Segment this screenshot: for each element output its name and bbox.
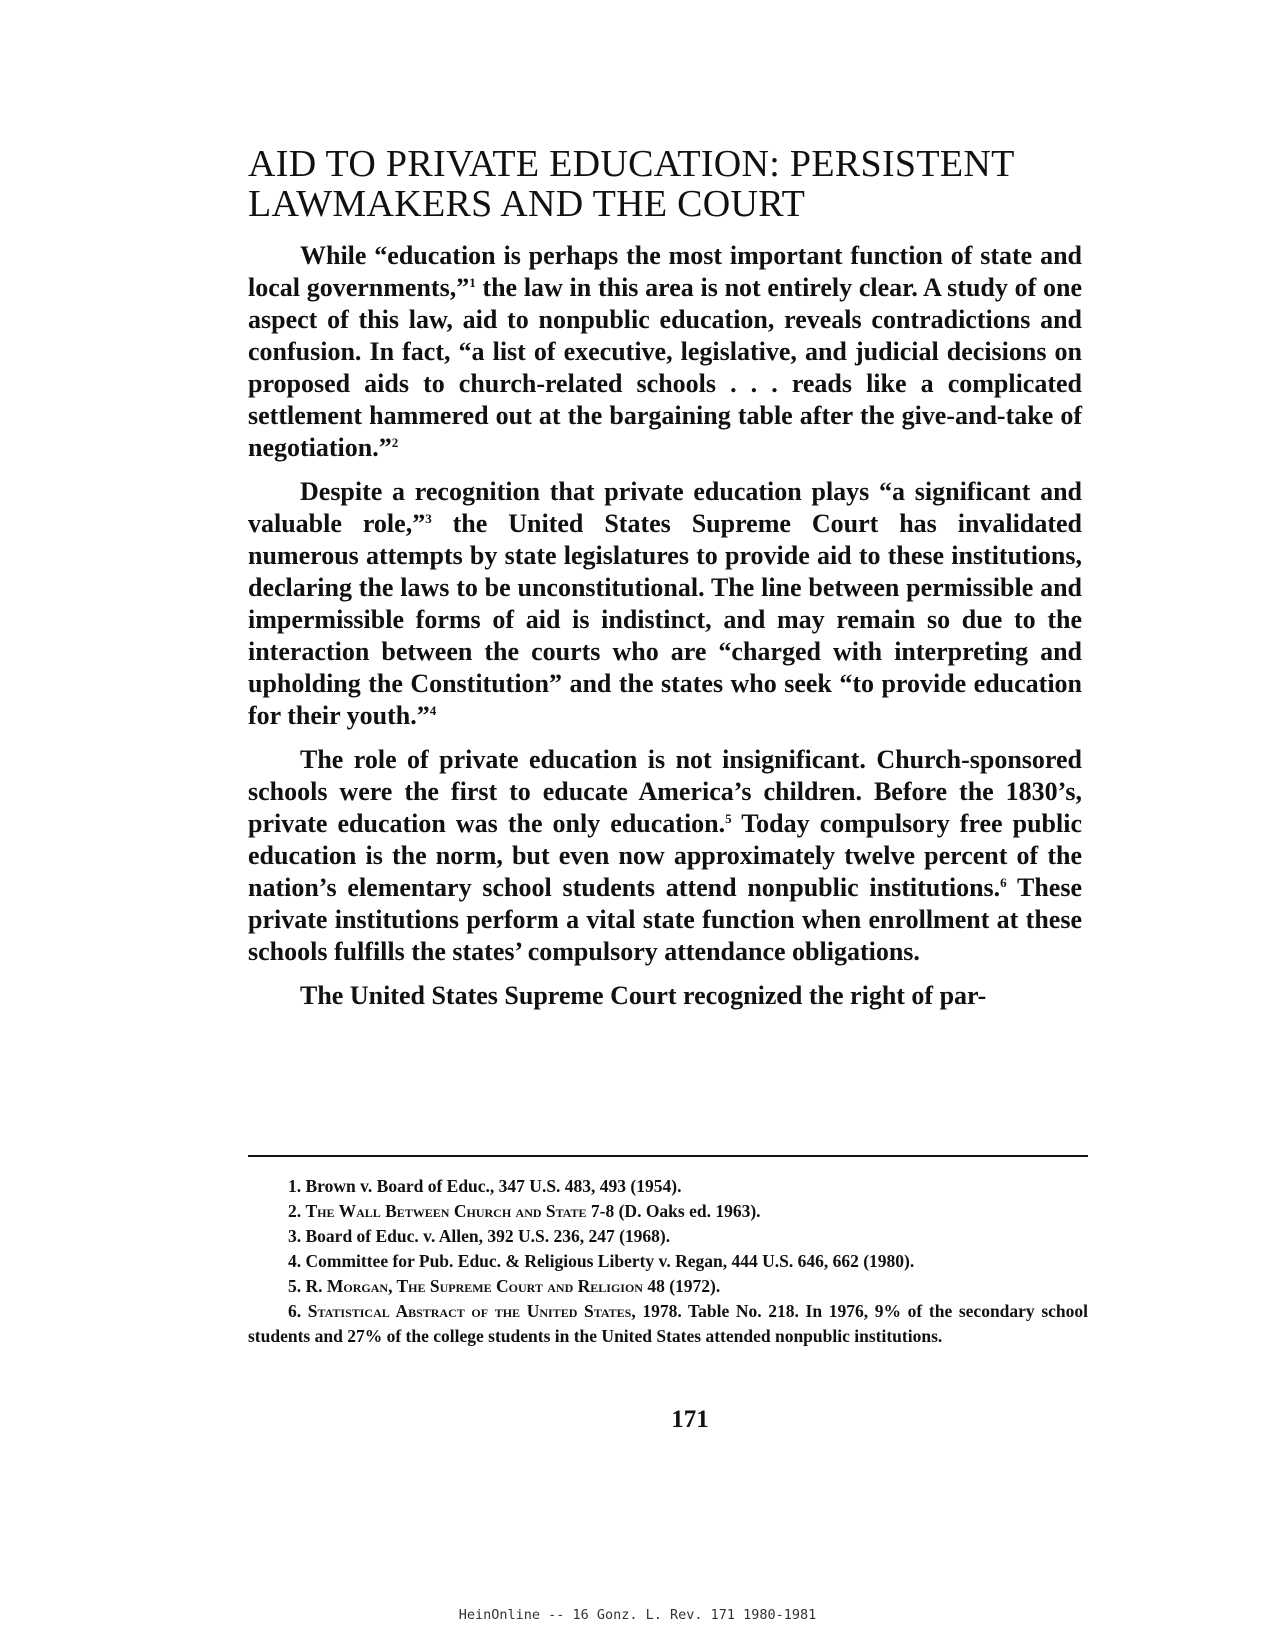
footnote-divider xyxy=(248,1155,1088,1157)
text-segment: 3. Board of Educ. v. Allen, 392 U.S. 236, 247 (1968). xyxy=(288,1226,671,1246)
body-paragraph xyxy=(248,240,1082,464)
body-paragraph xyxy=(248,476,1082,732)
text-segment: 5. xyxy=(288,1276,306,1296)
text-segment: 7-8 (D. Oaks ed. 1963). xyxy=(586,1201,761,1221)
text-segment: While “education is perhaps the most important function of state and local governments,” xyxy=(248,241,1082,302)
footnote xyxy=(248,1199,1088,1224)
footnote-ref: 2 xyxy=(391,435,399,450)
body-paragraph xyxy=(248,980,1082,1012)
text-segment: These private institutions perform a vital state function when enrollment at these schools fulfills the states’ compulsory attendance obligations. xyxy=(248,873,1082,966)
footnote-ref: 4 xyxy=(429,703,437,718)
text-segment: 48 (1972). xyxy=(642,1276,721,1296)
footnote xyxy=(248,1274,1088,1299)
article-body xyxy=(248,240,1082,1024)
footnote xyxy=(248,1299,1088,1349)
article-title: AID TO PRIVATE EDUCATION: PERSISTENT LAWMAKERS AND THE COURT xyxy=(248,143,1014,225)
text-segment: Despite a recognition that private education plays “a significant and valuable role,” xyxy=(248,477,1082,538)
footnote-ref: 3 xyxy=(425,511,432,526)
footnote-ref: 1 xyxy=(469,275,476,290)
body-paragraph xyxy=(248,744,1082,968)
small-caps-citation: The Wall Between Church and State xyxy=(305,1201,587,1221)
footnote xyxy=(248,1249,1088,1274)
text-segment: 6. xyxy=(288,1301,308,1321)
text-segment: the United States Supreme Court has invalidated numerous attempts by state legislatures to provide aid to these institutions, declaring the laws to be unconstitutional. The line between permissible and impermissible forms of aid is indistinct, and may remain so due to the interaction between the courts who are “charged with interpreting and upholding the Constitution” and the states who seek “to provide education for their youth.” xyxy=(248,509,1082,730)
text-segment: The role of private education is not insignificant. Church-sponsored schools were the first to educate America’s children. Before the 1830’s, private education was the only education. xyxy=(248,745,1082,838)
small-caps-citation: R. Morgan, The Supreme Court and Religion xyxy=(305,1276,643,1296)
footnote xyxy=(248,1224,1088,1249)
footnote-ref: 5 xyxy=(725,811,732,826)
text-segment: 4. Committee for Pub. Educ. & Religious Liberty v. Regan, 444 U.S. 646, 662 (1980). xyxy=(288,1251,915,1271)
text-segment: , 1978. Table No. 218. In 1976, 9% of the secondary school students and 27% of the college students in the United States attended nonpublic institutions. xyxy=(248,1301,1089,1346)
footnote xyxy=(248,1174,1088,1199)
text-segment: the law in this area is not entirely clear. A study of one aspect of this law, aid to nonpublic education, reveals contradictions and confusion. In fact, “a list of executive, legislative, and judicial decisions on proposed aids to church-related schools . . . reads like a complicated settlement hammered out at the bargaining table after the give-and-take of negotiation.” xyxy=(248,273,1082,462)
text-segment: 1. Brown v. Board of Educ., 347 U.S. 483, 493 (1954). xyxy=(288,1176,682,1196)
text-segment: The United States Supreme Court recognized the right of par- xyxy=(300,981,987,1010)
small-caps-citation: Statistical Abstract of the United States xyxy=(307,1301,632,1321)
text-segment: Today compulsory free public education is the norm, but even now approximately twelve percent of the nation’s elementary school students attend nonpublic institutions. xyxy=(248,809,1082,902)
footnote-ref: 6 xyxy=(1000,875,1007,890)
page-number: 171 xyxy=(671,1406,709,1433)
footnotes xyxy=(248,1174,1088,1349)
source-citation: HeinOnline -- 16 Gonz. L. Rev. 171 1980-1981 xyxy=(458,1607,817,1623)
text-segment: 2. xyxy=(288,1201,306,1221)
